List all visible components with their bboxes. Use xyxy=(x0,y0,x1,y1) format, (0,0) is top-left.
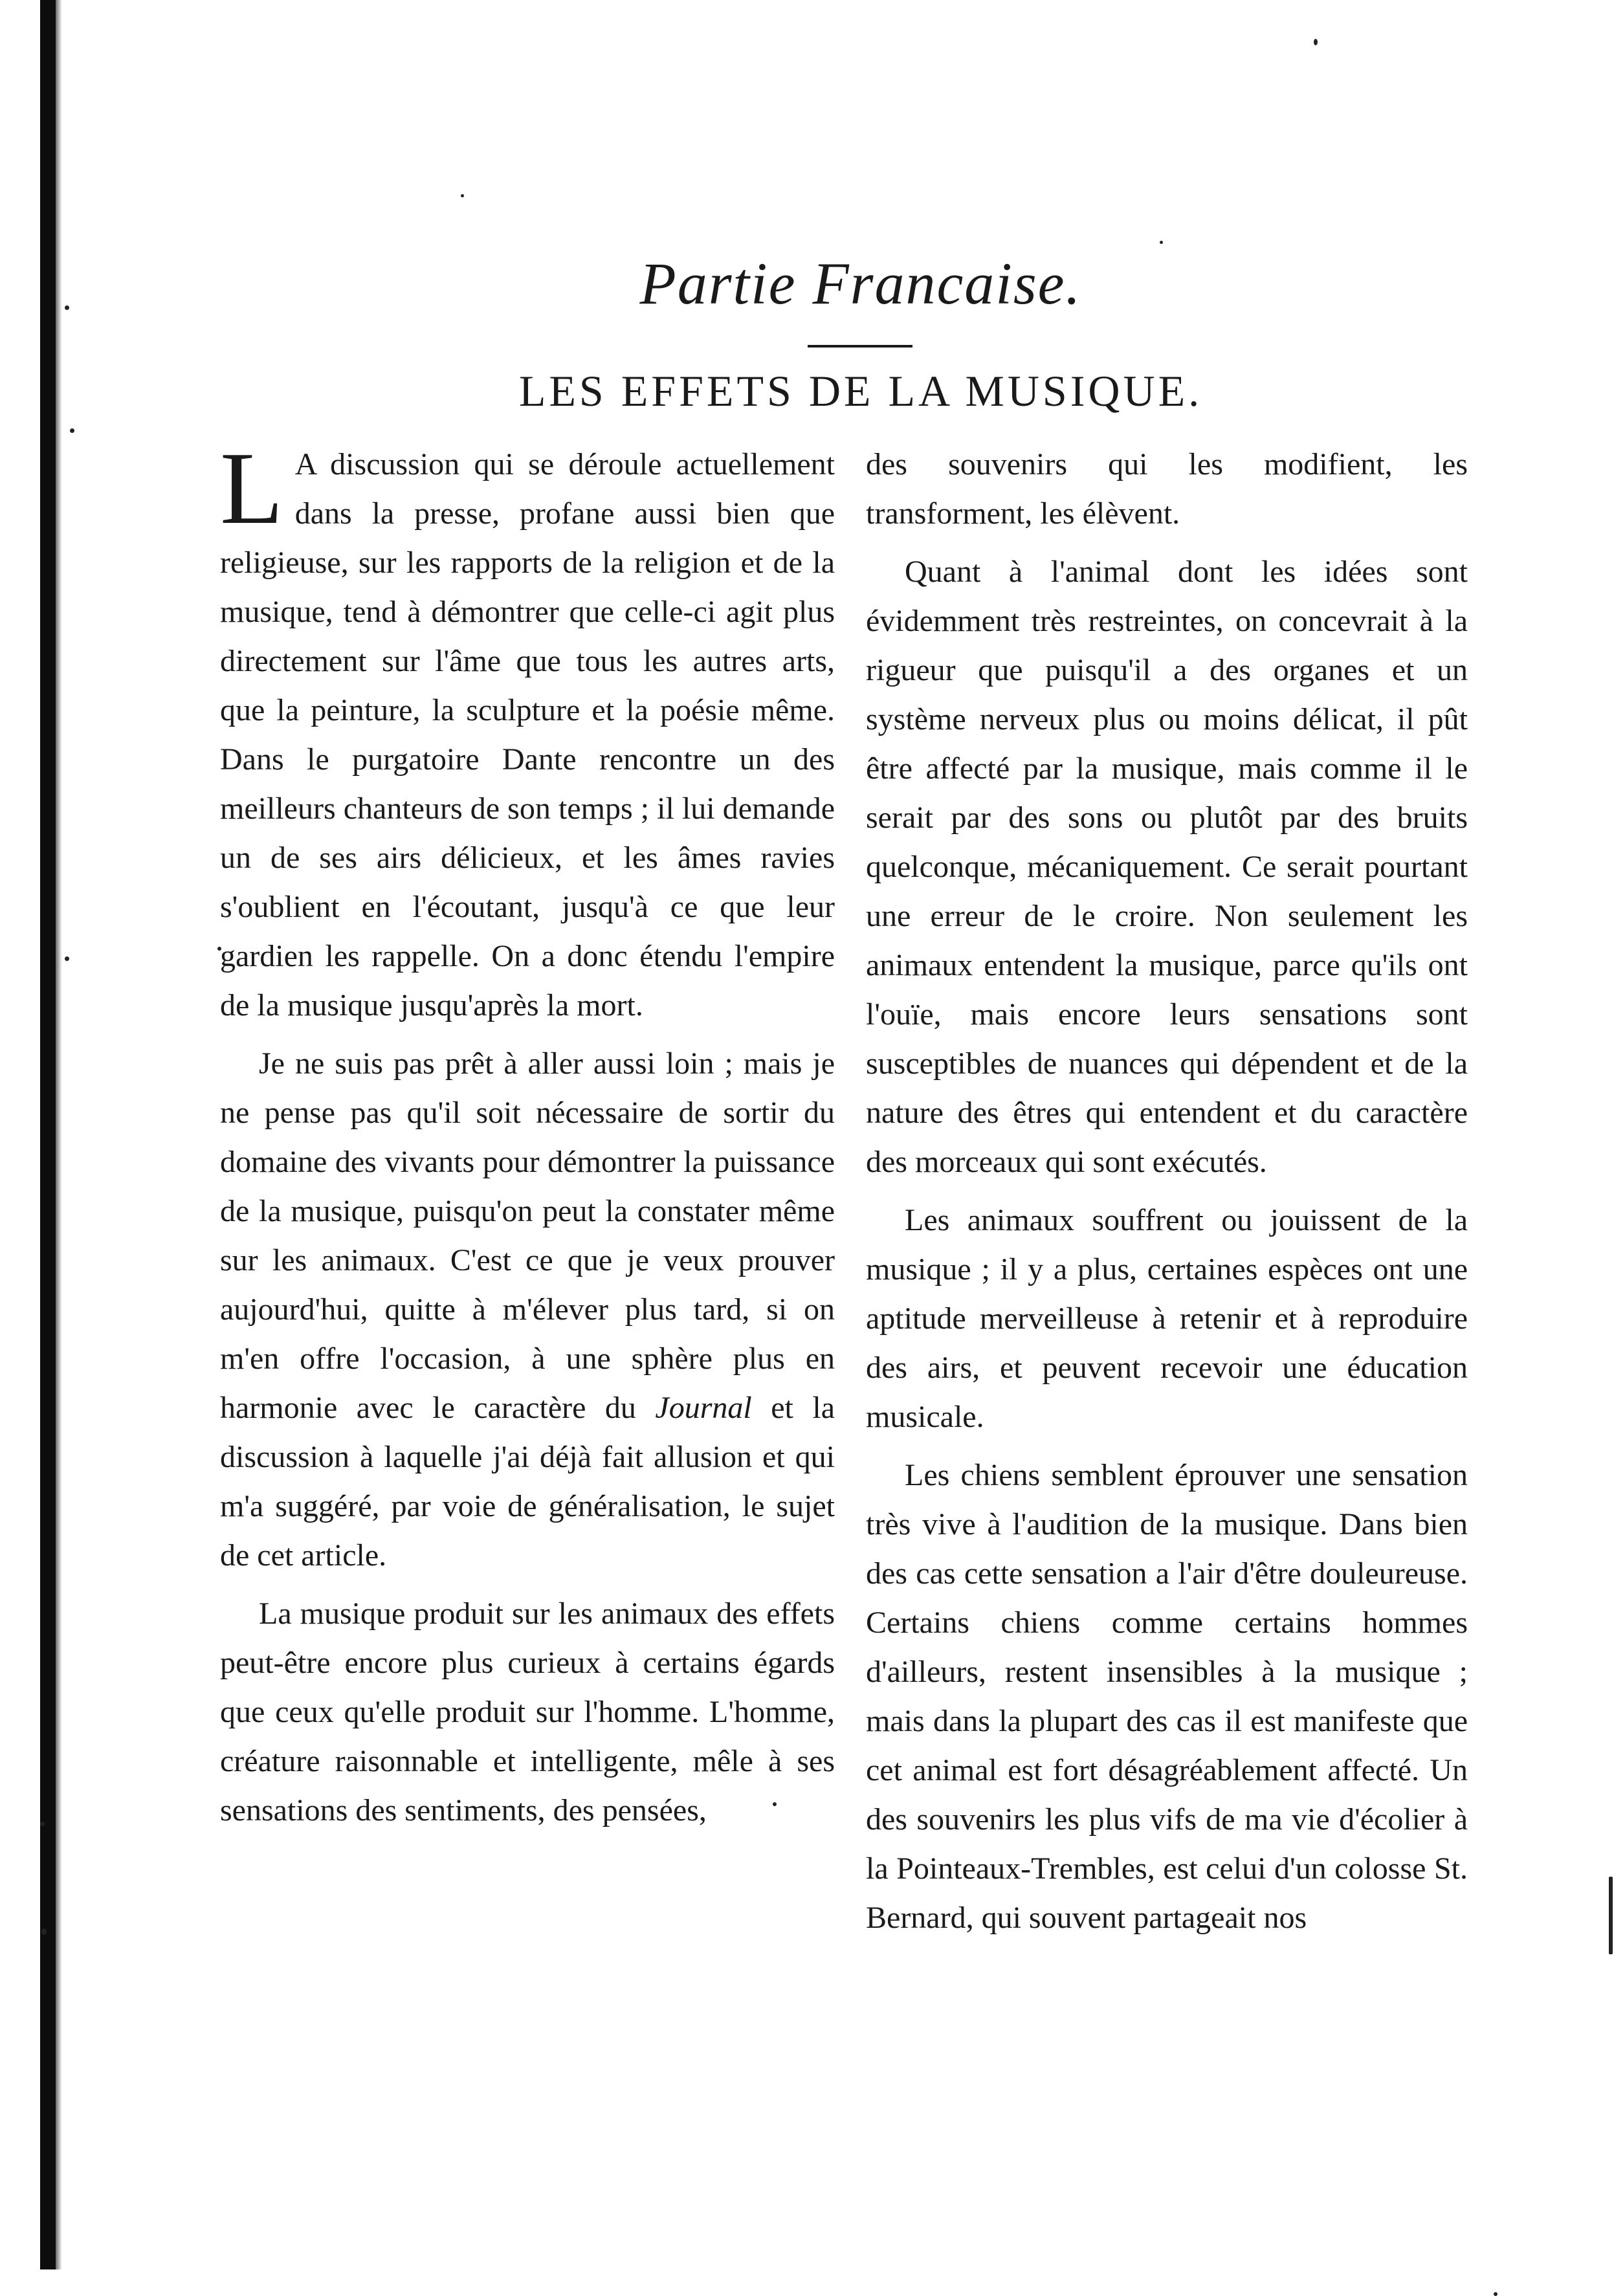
paragraph-6: Les chiens semblent éprouver une sensation très vive à l'audition de la musique. Dans bien des cas cette sensation a l'air d'être douleureuse. Certains chiens comme certains hommes d'ailleurs, restent insensibles à la musique ; mais dans la plupart des cas il est manifeste que cet animal est fort désagréablement affecté. Un des souvenirs les plus vifs de ma vie d'écolier à la Pointeaux-Trembles, est celui d'un colosse St. Bernard, qui souvent partageait nos xyxy=(866,1458,1468,1935)
paragraph-3: La musique produit sur les animaux des effets peut-être encore plus curieux à certains égards que ceux qu'elle produit sur l'homme. L'homme, créature raisonnable et intelligente, mêle à ses sensations des sentiments, des pensées, xyxy=(220,1596,835,1827)
paragraph-1-text: A discussion qui se déroule actuellement dans la presse, profane aussi bien que religieuse, sur les rapports de la religion et de la musique, tend à démontrer que celle-ci agit plus directement sur l'âme que tous les autres arts, que la peinture, la sculpture et la poésie même. Dans le purgatoire Dante rencontre un des meilleurs chanteurs de son temps ; il lui demande un de ses airs délicieux, et les âmes ravies s'oublient en l'écoutant, jusqu'à ce que leur gardien les rappelle. On a donc étendu l'empire de la musique jusqu'après la mort. xyxy=(220,447,835,1022)
scan-speck xyxy=(1494,2292,1498,2296)
title-rule xyxy=(808,345,912,348)
scan-speck xyxy=(40,1822,45,1826)
section-title: Partie Francaise. xyxy=(639,250,1082,316)
paragraph-5: Les animaux souffrent ou jouissent de la musique ; il y a plus, certaines espèces ont une aptitude merveilleuse à retenir et à reproduire des airs, et peuvent recevoir une éducation musicale. xyxy=(866,1203,1468,1434)
drop-cap: L xyxy=(220,430,283,546)
paragraph-2 xyxy=(220,1039,835,1580)
scan-speck xyxy=(1314,39,1318,45)
scan-speck xyxy=(1160,241,1163,244)
article-title: LES EFFETS DE LA MUSIQUE. xyxy=(518,366,1203,415)
scan-speck xyxy=(1609,1877,1613,1954)
paragraph-2-before: Je ne suis pas prêt à aller aussi loin ; mais je ne pense pas qu'il soit nécessaire de sortir du domaine des vivants pour démontrer la puissance de la musique, puisqu'on peut la constater même sur les animaux. C'est ce que je veux prouver aujourd'hui, quitte à m'élever plus tard, si on m'en offre l'occasion, à une sphère plus en harmonie avec le caractère du xyxy=(220,1046,835,1425)
paragraph-2-after: et la discussion à laquelle j'ai déjà fait allusion et qui m'a suggéré, par voie de généralisation, le sujet de cet article. xyxy=(220,1391,835,1573)
scan-speck xyxy=(41,1928,47,1935)
paragraph-3-continued: des souvenirs qui les modifient, les transforment, les élèvent. xyxy=(866,447,1468,531)
paragraph-4: Quant à l'animal dont les idées sont évidemment très restreintes, on concevrait à la rigueur que puisqu'il a des organes et un système nerveux plus ou moins délicat, il pût être affecté par la musique, mais comme il le serait par des sons ou plutôt par des bruits quelconque, mécaniquement. Ce serait pourtant une erreur de le croire. Non seulement les animaux entendent la musique, parce qu'ils ont l'ouïe, mais encore leurs sensations sont susceptibles de nuances qui dépendent et de la nature des êtres qui entendent et du caractère des morceaux qui sont exécutés. xyxy=(866,555,1468,1179)
scan-speck xyxy=(65,956,69,961)
scan-speck xyxy=(461,194,464,197)
right-column xyxy=(866,440,1468,1952)
scan-speck xyxy=(70,428,74,433)
journal-title: Journal xyxy=(655,1391,752,1425)
left-column xyxy=(220,430,835,1844)
binding-shadow xyxy=(56,0,62,2269)
paragraph-1 xyxy=(220,430,835,1030)
